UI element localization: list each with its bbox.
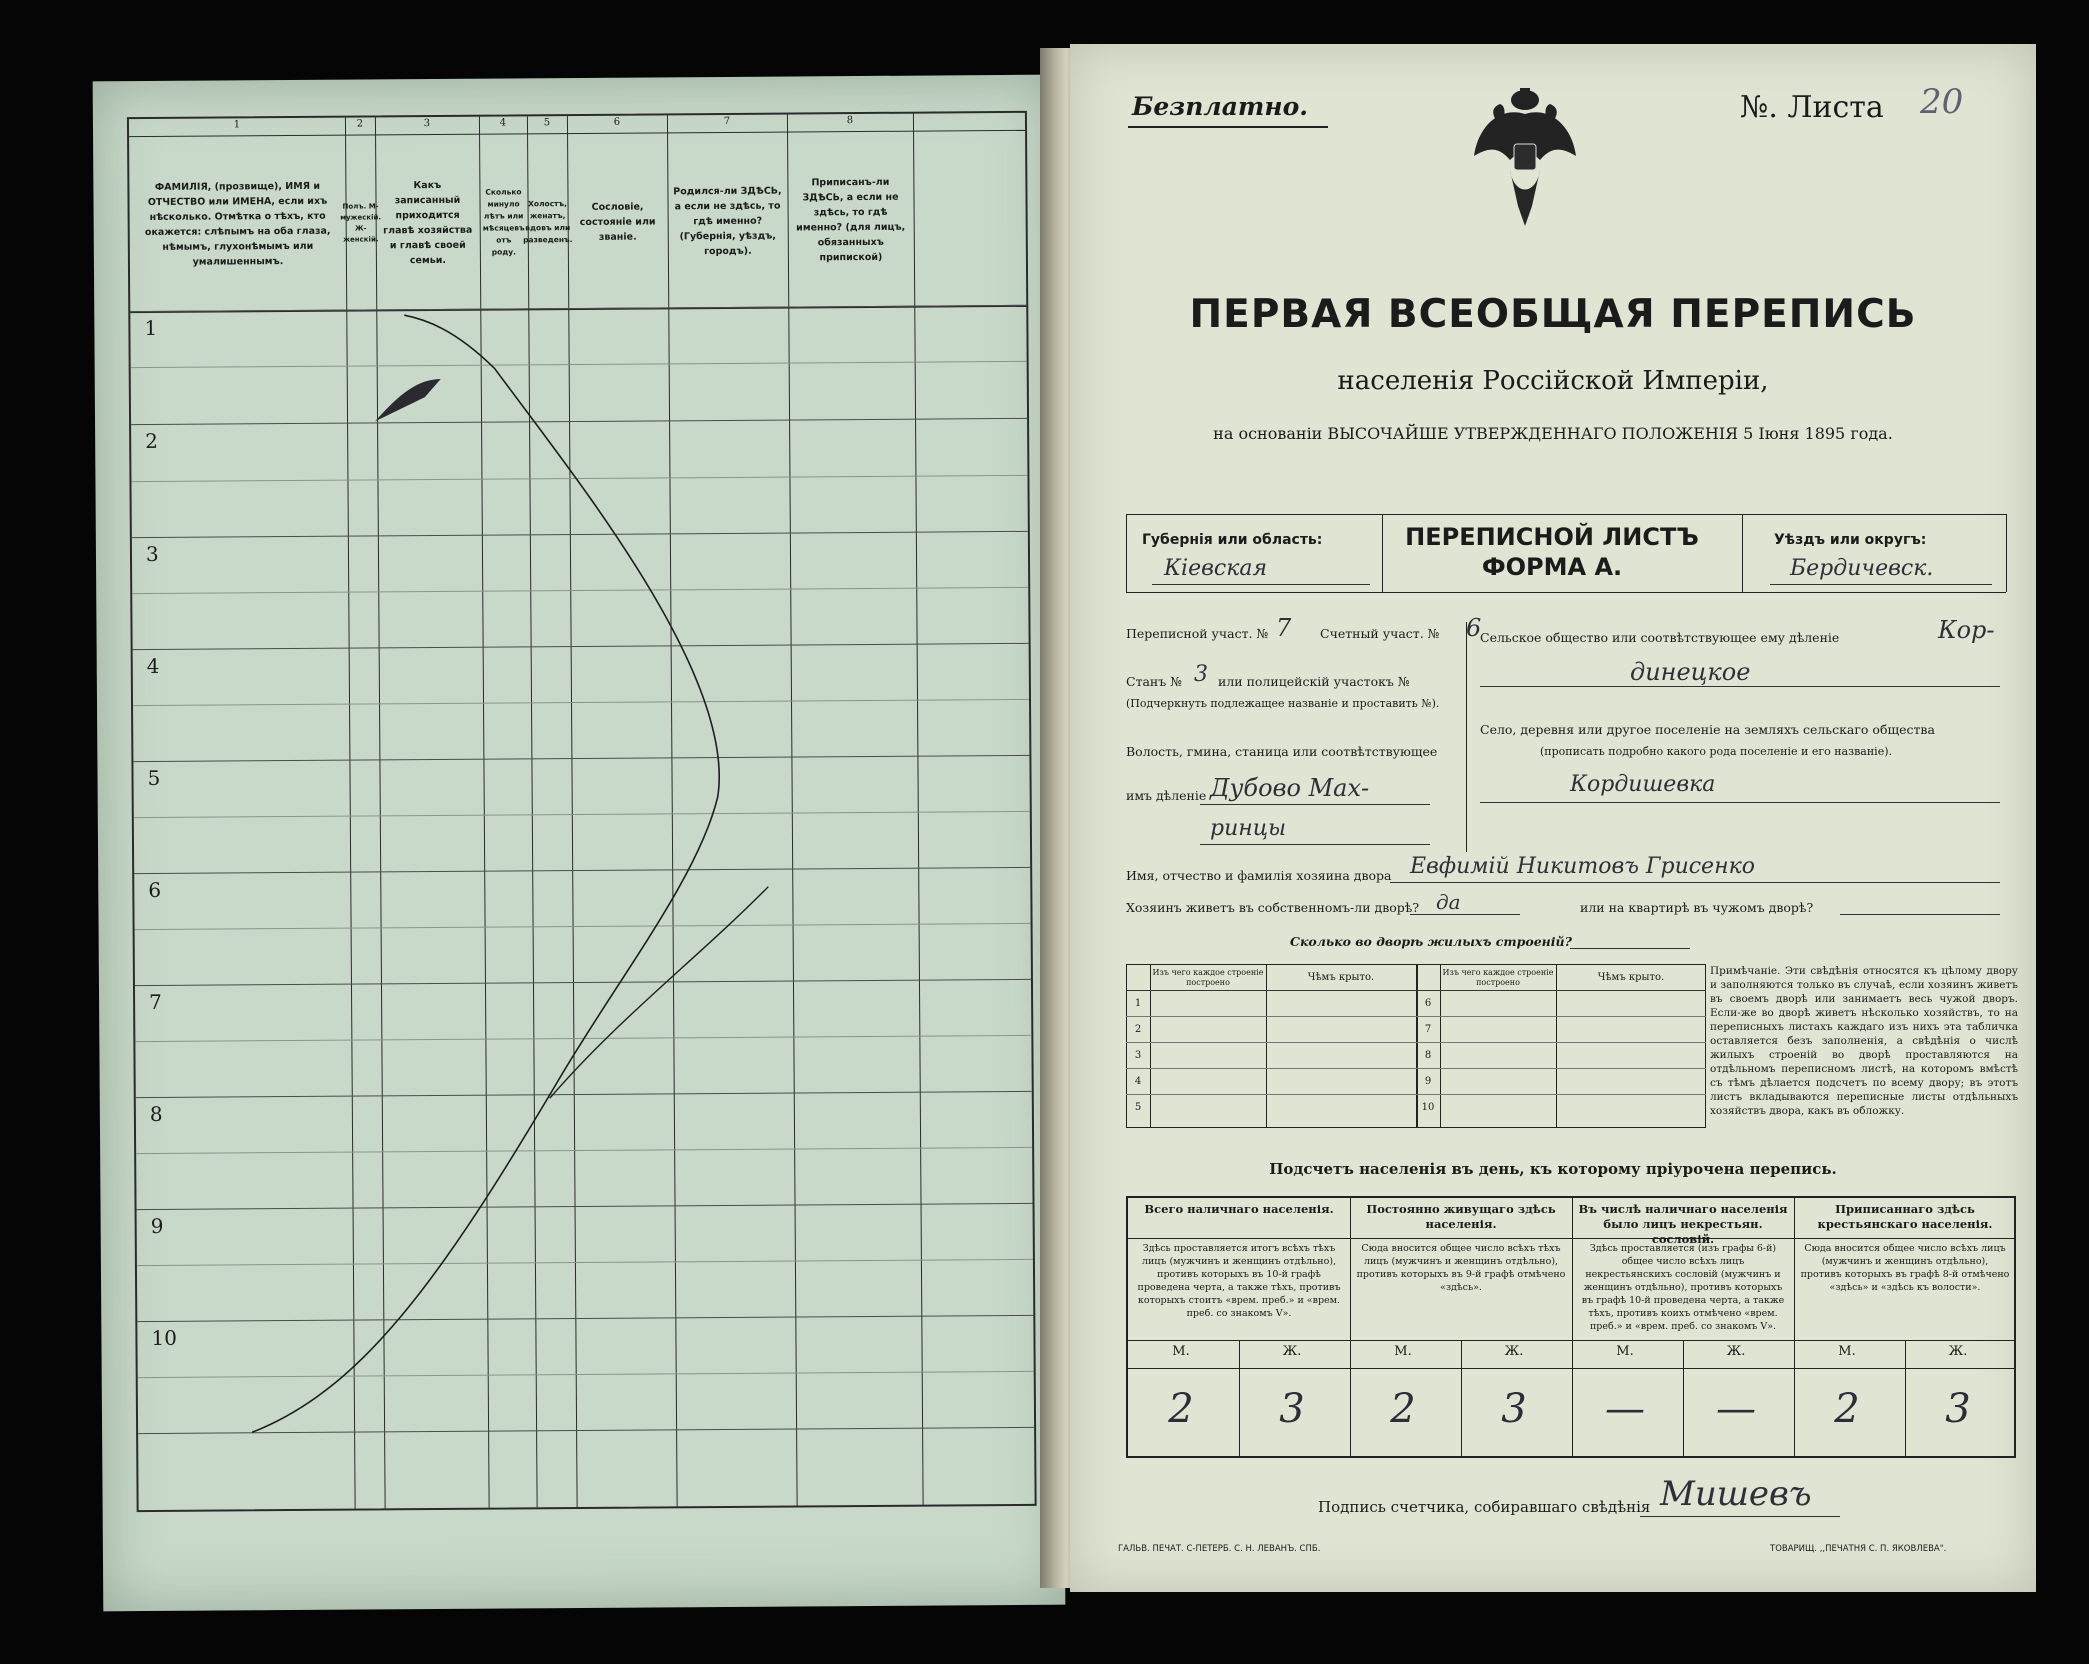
row-number: 8: [149, 1101, 163, 1127]
row-number: 2: [145, 428, 159, 454]
buildings-row-number: 4: [1134, 1076, 1142, 1087]
page-subtitle: населенія Россійской Имперіи,: [1337, 366, 1769, 396]
uezd-label: Уѣздъ или округъ:: [1774, 532, 1927, 548]
header-marital: Холостъ, женатъ, вдовъ или разведенъ.: [523, 199, 573, 245]
buildings-row-number: 1: [1134, 998, 1142, 1009]
total-male-value: 2: [1168, 1386, 1194, 1432]
female-label: Ж.: [1948, 1344, 1968, 1359]
row-number: 4: [146, 653, 160, 679]
male-label: М.: [1616, 1344, 1634, 1359]
male-label: М.: [1172, 1344, 1190, 1359]
census-district-value: 7: [1276, 614, 1292, 642]
society-value-2: динецкое: [1630, 658, 1751, 686]
counting-district-label: Счетный участ. №: [1320, 626, 1440, 641]
row-number: 1: [144, 315, 158, 341]
buildings-col-material-2: Изъ чего каждое строеніе построено: [1442, 968, 1554, 987]
summary-description: Здѣсь проставляется (изъ графы 6-й) общее число всѣхъ лицъ некрестьянскихъ сословій (мужчинъ и женщинъ отдѣльно), противъ которыхъ въ графѣ 10-й проведена черта, а также тѣхъ, противъ коихъ отмѣчено «врем. преб.» и «врем. преб. со знакомъ V».: [1581, 1243, 1785, 1332]
column-number: 8: [846, 115, 854, 127]
legal-basis: на основаніи ВЫСОЧАЙШЕ УТВЕРЖДЕННАГО ПОЛОЖЕНІЯ 5 Іюня 1895 года.: [1213, 424, 1893, 443]
police-district-label: или полицейскій участокъ №: [1218, 674, 1410, 689]
printer-footer-left: ГАЛЬВ. ПЕЧАТ. С-ПЕТЕРБ. С. Н. ЛЕВАНЪ. СПБ.: [1118, 1544, 1321, 1554]
sheet-number-value: 20: [1920, 82, 1964, 122]
own-yard-value: да: [1436, 890, 1461, 914]
volost-label: Волость, гмина, станица или соотвѣтствующее: [1126, 744, 1438, 759]
buildings-row-number: 8: [1424, 1050, 1432, 1061]
header-relation: Какъ записанный приходится главѣ хозяйства и главѣ своей семьи.: [383, 179, 473, 267]
summary-header: Всего наличнаго населенія.: [1144, 1202, 1334, 1216]
permanent-male-value: 2: [1390, 1386, 1416, 1432]
header-name: ФАМИЛІЯ, (прозвище), ИМЯ и ОТЧЕСТВО или ИМЕНА, если ихъ нѣсколько. Отмѣтка о тѣхъ, кто окажется: слѣпымъ на оба глаза, нѣмымъ, глухонѣмымъ или умалишеннымъ.: [144, 180, 331, 268]
stan-value: 3: [1194, 662, 1208, 687]
stan-label: Станъ №: [1126, 674, 1183, 689]
column-number: 7: [723, 115, 731, 127]
pen-strike-line: [93, 75, 1066, 1612]
buildings-col-roof: Чѣмъ крыто.: [1307, 972, 1375, 983]
printer-footer-right: ТОВАРИЩ. ,,ПЕЧАТНЯ С. П. ЯКОВЛЕВА".: [1770, 1544, 1947, 1554]
own-yard-label: Хозяинъ живетъ въ собственномъ-ли дворѣ?: [1126, 900, 1420, 915]
buildings-row-number: 5: [1134, 1102, 1142, 1113]
sheet-number-label: №. Листа: [1740, 90, 1884, 125]
summary-description: Сюда вносится общее число всѣхъ тѣхъ лицъ (мужчинъ и женщинъ отдѣльно), противъ которыхъ въ 9-й графѣ отмѣчено «здѣсь».: [1356, 1243, 1566, 1293]
form-title-line1: ПЕРЕПИСНОЙ ЛИСТЪ: [1405, 523, 1699, 551]
summary-header: Приписаннаго здѣсь крестьянскаго населенія.: [1817, 1202, 1993, 1231]
volost-value: Дубово Мах-: [1210, 774, 1370, 802]
row-number: 10: [151, 1325, 177, 1350]
free-label: Безплатно.: [1132, 92, 1308, 121]
column-number: 5: [543, 117, 551, 129]
header-age: Сколько минуло лѣтъ или мѣсяцевъ отъ роду.: [482, 187, 525, 257]
header-birthplace: Родился-ли ЗДѢСЬ, а если не здѣсь, то гдѣ именно? (Губернія, уѣздъ, городъ).: [673, 185, 782, 257]
summary-title: Подсчетъ населенія въ день, къ которому пріурочена перепись.: [1269, 1160, 1837, 1178]
form-title-line2: ФОРМА А.: [1481, 553, 1623, 581]
registered-female-value: 3: [1945, 1386, 1971, 1432]
column-number: 2: [356, 118, 364, 130]
buildings-col-material: Изъ чего каждое строеніе построено: [1152, 968, 1264, 987]
buildings-row-number: 9: [1424, 1076, 1432, 1087]
row-number: 7: [149, 989, 162, 1015]
buildings-col-roof-2: Чѣмъ крыто.: [1597, 972, 1665, 983]
village-value: Кордишевка: [1570, 772, 1716, 797]
society-value: Кор-: [1938, 616, 1995, 644]
rent-label: или на квартирѣ въ чужомъ дворѣ?: [1580, 900, 1814, 915]
counting-district-value: 6: [1466, 614, 1482, 642]
summary-description: Здѣсь проставляется итогъ всѣхъ тѣхъ лицъ (мужчинъ и женщинъ отдѣльно), противъ которыхъ въ 10-й графѣ проведена черта, а также тѣхъ, противъ которыхъ стоитъ «врем. преб.» и «врем. преб. со знакомъ V».: [1137, 1243, 1341, 1319]
total-female-value: 3: [1279, 1386, 1305, 1432]
header-sex: Полъ. М-мужескій. Ж-женскій.: [340, 202, 382, 244]
signature-label: Подпись счетчика, собиравшаго свѣдѣнія: [1318, 1498, 1651, 1516]
buildings-row-number: 6: [1424, 998, 1432, 1009]
form-title: [1382, 522, 1722, 582]
column-number: 1: [233, 119, 241, 131]
village-note: (прописать подробно какого рода поселеніе и его названіе).: [1540, 745, 1892, 758]
summary-description: Сюда вносится общее число всѣхъ лицъ (мужчинъ и женщинъ отдѣльно), противъ которыхъ въ графѣ 8-й отмѣчено «здѣсь» и «здѣсь къ волости».: [1800, 1243, 2010, 1293]
buildings-row-number: 10: [1421, 1102, 1435, 1113]
buildings-label: Сколько во дворѣ жилыхъ строеній?: [1290, 934, 1572, 949]
male-label: М.: [1838, 1344, 1856, 1359]
volost-label-2: имъ дѣленіе: [1126, 788, 1207, 803]
right-census-page: [1070, 44, 2036, 1592]
column-number: 6: [613, 116, 621, 128]
owner-value: Евфимій Никитовъ Грисенко: [1410, 854, 1755, 879]
buildings-row-number: 2: [1134, 1024, 1142, 1035]
registered-male-value: 2: [1834, 1386, 1860, 1432]
buildings-note: Примѣчаніе. Эти свѣдѣнія относятся къ цѣлому двору и заполняются только въ случаѣ, если хозяинъ живетъ въ своемъ дворѣ или занимаетъ весь чужой дворъ. Если-же во дворѣ живетъ нѣсколько хозяйствъ, то на переписныхъ листахъ каждаго изъ нихъ эта табличка оставляется безъ заполненія, а свѣдѣнія о числѣ жилыхъ строеній во дворѣ проставляются на отдѣльномъ переписномъ листѣ, на которомъ вмѣстѣ съ тѣмъ дѣлается подсчетъ по всему двору; въ этотъ листъ вкладываются переписные листы отдѣльныхъ хозяйствъ двора, какъ въ обложку.: [1710, 965, 2018, 1117]
female-label: Ж.: [1504, 1344, 1524, 1359]
owner-label: Имя, отчество и фамилія хозяина двора: [1126, 868, 1392, 883]
uezd-value: Бердичевск.: [1790, 556, 1934, 581]
non-peasant-male-value: —: [1605, 1386, 1645, 1432]
row-number: 6: [148, 877, 162, 903]
row-number: 5: [147, 765, 161, 791]
signature-value: Мишевъ: [1660, 1474, 1812, 1514]
gubernia-label: Губернія или область:: [1142, 532, 1323, 548]
buildings-row-number: 7: [1424, 1024, 1432, 1035]
permanent-female-value: 3: [1501, 1386, 1527, 1432]
column-number: 3: [423, 118, 431, 130]
volost-value-2: ринцы: [1210, 816, 1287, 841]
row-number: 3: [145, 541, 159, 567]
male-label: М.: [1394, 1344, 1412, 1359]
header-registered: Приписанъ-ли ЗДѢСЬ, а если не здѣсь, то гдѣ именно? (для лицъ, обязанныхъ припиской): [796, 176, 906, 264]
buildings-row-number: 3: [1134, 1050, 1142, 1061]
header-estate: Сословіе, состояніе или званіе.: [579, 201, 656, 243]
column-number: 4: [499, 117, 507, 129]
row-number: 9: [150, 1213, 164, 1238]
village-label: Село, деревня или другое поселеніе на земляхъ сельскаго общества: [1480, 722, 1935, 737]
census-district-label: Переписной участ. №: [1126, 626, 1269, 641]
underline-note: (Подчеркнуть подлежащее названіе и проставить №).: [1126, 697, 1440, 710]
female-label: Ж.: [1282, 1344, 1302, 1359]
page-title: ПЕРВАЯ ВСЕОБЩАЯ ПЕРЕПИСЬ: [1189, 292, 1917, 337]
non-peasant-female-value: —: [1716, 1386, 1756, 1432]
society-label: Сельское общество или соотвѣтствующее ему дѣленіе: [1480, 630, 1840, 645]
double-headed-eagle-emblem: [1470, 86, 1580, 236]
female-label: Ж.: [1726, 1344, 1746, 1359]
gubernia-value: Кіевская: [1164, 556, 1268, 581]
left-census-page: [93, 75, 1066, 1612]
summary-header: Въ числѣ наличнаго населенія было лицъ некрестьян. сословій.: [1578, 1202, 1788, 1246]
summary-header: Постоянно живущаго здѣсь населенія.: [1366, 1202, 1556, 1231]
